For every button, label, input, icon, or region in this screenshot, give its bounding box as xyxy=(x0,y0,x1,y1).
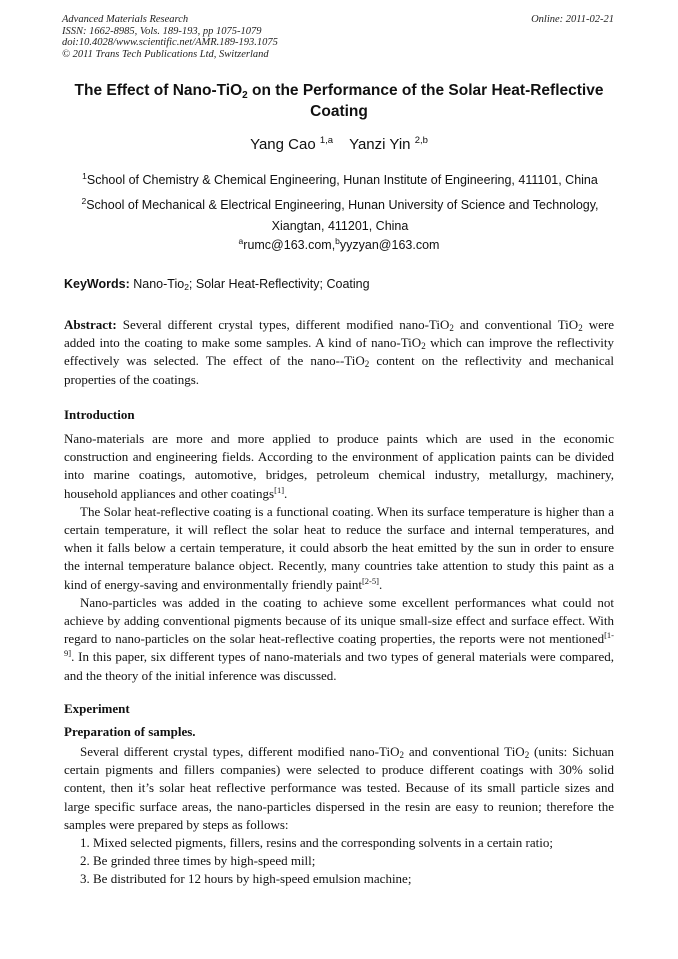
list-item: 3. Be distributed for 12 hours by high-speed emulsion machine; xyxy=(80,871,412,887)
author-emails: $^a$rumc@163.com,$^b$yyzyan@163.com xyxy=(238,236,440,252)
paragraph: Nano-particles was added in the coating to achieve some excellent performances what could not achieve by adding conventional pigments because of its unique small-size effect and surface effect. With regard to nano-particles on the solar heat-reflective coating properties, the reports were not mentioned[1-9]. In this paper, six different types of nano-materials and two types of general materials were compared, and the theory of the initial inference was discussed. xyxy=(64,594,614,683)
online-date: Online: 2011-02-21 xyxy=(531,14,614,25)
affiliation-1: $^1$School of Chemistry & Chemical Engineering, Hunan Institute of Engineering, 411101, China xyxy=(82,171,598,187)
steps-list xyxy=(80,834,614,889)
author-name: Yang Cao xyxy=(250,136,320,153)
abstract-label: Abstract: xyxy=(64,317,117,332)
author-name: Yanzi Yin xyxy=(349,136,415,153)
paragraph: Nano-materials are more and more applied to produce paints which are used in the economic construction and engineering fields. According to the environment of application paints can be divided into marine coatings, automotive, bridges, petroleum chemical industry, metallurgy, machinery, household appliances and other coatings[1]. xyxy=(64,431,614,501)
list-item: 2. Be grinded three times by high-speed mill; xyxy=(80,853,316,869)
paragraph: The Solar heat-reflective coating is a functional coating. When its surface temperature is higher than a certain temperature, it will reflect the solar heat to reduce the surface and internal temperatures, and when it falls below a certain temperature, it could absorb the heat emitted by the sun in order to ensure the internal temperature balance object. Recently, many countries take attention to study this paint as a kind of energy-saving and environmentally friendly paint[2-5]. xyxy=(64,503,614,592)
subsection-heading: Preparation of samples. xyxy=(64,724,196,739)
keywords-label: KeyWords: xyxy=(64,277,130,291)
section-heading-introduction: Introduction xyxy=(64,407,135,422)
abstract: Abstract: Several different crystal types, different modified nano-TiO$_2$ and conventional TiO$_2$ were added into the coating to make some samples. A kind of nano-TiO$_2$ which can improve the reflectivity effectively was selected. The effect of the nano--TiO$_2$ content on the reflectivity and mechanical properties of the coatings. xyxy=(64,317,614,387)
introduction-body xyxy=(64,430,614,685)
experiment-body xyxy=(64,743,614,834)
paper-title: The Effect of Nano-TiO$_2$ on the Performance of the Solar Heat-Reflective Coating xyxy=(74,82,604,120)
journal-header xyxy=(62,14,614,60)
keywords: KeyWords: Nano-Tio$_2$; Solar Heat-Reflectivity; Coating xyxy=(64,277,370,292)
journal-name: Advanced Materials Research xyxy=(62,14,189,25)
email-a[interactable]: rumc@163.com, xyxy=(243,238,336,252)
section-heading-experiment: Experiment xyxy=(64,701,130,716)
copyright-line: © 2011 Trans Tech Publications Ltd, Switzerland xyxy=(62,48,269,60)
doi-line: doi:10.4028/www.scientific.net/AMR.189-193.1075 xyxy=(62,37,278,48)
author-list: Yang Cao $^{1,a}$ Yanzi Yin $^{2,b}$ xyxy=(250,135,428,153)
list-item: 1. Mixed selected pigments, fillers, resins and the corresponding solvents in a certain ratio; xyxy=(80,835,553,850)
email-b[interactable]: yyzyan@163.com xyxy=(339,238,440,252)
affiliation-2: $^2$School of Mechanical & Electrical Engineering, Hunan University of Science and Technology, Xiangtan, 411201, China xyxy=(81,196,599,233)
issn-line: ISSN: 1662-8985, Vols. 189-193, pp 1075-1079 xyxy=(62,25,262,37)
paragraph: Several different crystal types, different modified nano-TiO$_2$ and conventional TiO$_2$ (units: Sichuan certain pigments and fillers companies) were selected to produce different coatings with 30% solid content, then it’s solar heat reflective performance was tested. Because of its small particle sizes and large specific surface areas, the nano-particles dispersed in the resin are easy to reunion; therefore the samples were prepared by steps as follows: xyxy=(64,744,615,832)
